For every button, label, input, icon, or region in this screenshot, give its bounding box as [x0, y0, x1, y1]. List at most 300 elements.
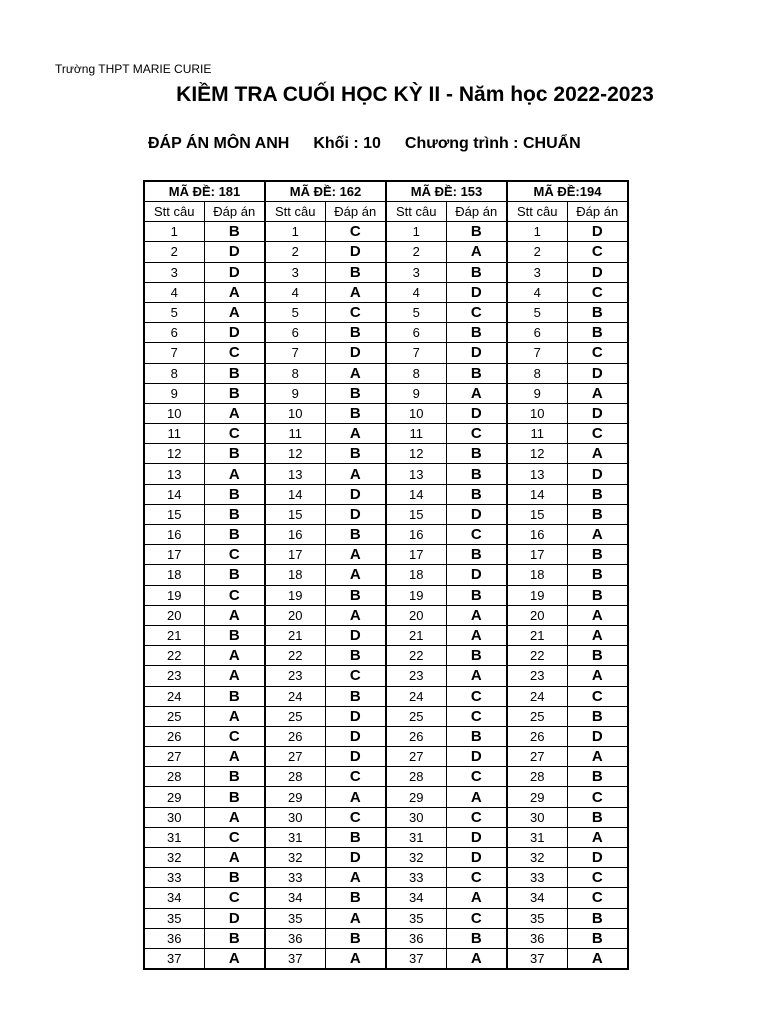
answer-cell: B — [446, 222, 507, 242]
answer-cell: D — [446, 343, 507, 363]
question-number: 24 — [265, 686, 325, 706]
table-row — [144, 504, 628, 524]
answer-cell: B — [567, 767, 628, 787]
answer-cell: B — [567, 908, 628, 928]
question-number: 21 — [386, 625, 446, 645]
question-number: 16 — [265, 525, 325, 545]
answer-cell: C — [446, 686, 507, 706]
answer-cell: C — [446, 908, 507, 928]
question-number: 10 — [144, 403, 204, 423]
question-number: 32 — [265, 848, 325, 868]
question-number: 7 — [265, 343, 325, 363]
answer-cell: A — [446, 666, 507, 686]
answer-cell: B — [325, 686, 386, 706]
table-row — [144, 424, 628, 444]
question-number: 1 — [144, 222, 204, 242]
answer-cell: B — [325, 646, 386, 666]
question-number: 7 — [507, 343, 567, 363]
answer-cell: C — [204, 888, 265, 908]
question-number: 35 — [507, 908, 567, 928]
question-number: 35 — [386, 908, 446, 928]
answer-cell: A — [446, 888, 507, 908]
question-number: 6 — [386, 323, 446, 343]
question-number: 36 — [265, 928, 325, 948]
question-number: 8 — [507, 363, 567, 383]
subject-label: ĐÁP ÁN MÔN ANH — [148, 135, 290, 152]
question-number: 29 — [144, 787, 204, 807]
question-number: 16 — [144, 525, 204, 545]
question-number: 22 — [386, 646, 446, 666]
table-row — [144, 666, 628, 686]
answer-cell: B — [567, 323, 628, 343]
answer-cell: A — [567, 827, 628, 847]
answer-cell: B — [446, 726, 507, 746]
question-number: 15 — [507, 504, 567, 524]
answer-cell: D — [567, 363, 628, 383]
answer-cell: C — [567, 282, 628, 302]
table-row — [144, 383, 628, 403]
table-row — [144, 787, 628, 807]
question-number: 20 — [265, 605, 325, 625]
question-number: 1 — [507, 222, 567, 242]
question-number: 36 — [144, 928, 204, 948]
question-number: 10 — [507, 403, 567, 423]
question-number: 33 — [507, 868, 567, 888]
answer-cell: B — [446, 363, 507, 383]
answer-cell: B — [325, 383, 386, 403]
answer-cell: A — [325, 363, 386, 383]
answer-cell: B — [446, 262, 507, 282]
answer-cell: C — [567, 242, 628, 262]
question-number: 21 — [507, 625, 567, 645]
question-number: 24 — [144, 686, 204, 706]
table-row — [144, 807, 628, 827]
answer-cell: A — [325, 464, 386, 484]
question-number: 21 — [265, 625, 325, 645]
answer-cell: B — [325, 403, 386, 423]
question-number: 8 — [265, 363, 325, 383]
question-number: 19 — [507, 585, 567, 605]
test-code-header: MÃ ĐỀ: 153 — [386, 181, 507, 202]
table-row — [144, 706, 628, 726]
question-number: 23 — [507, 666, 567, 686]
question-number: 28 — [386, 767, 446, 787]
table-row — [144, 323, 628, 343]
question-number: 23 — [265, 666, 325, 686]
answer-cell: D — [204, 262, 265, 282]
question-number: 32 — [386, 848, 446, 868]
question-number: 32 — [144, 848, 204, 868]
table-row — [144, 868, 628, 888]
answer-cell: D — [325, 242, 386, 262]
answer-cell: B — [204, 525, 265, 545]
question-number: 30 — [386, 807, 446, 827]
question-number: 4 — [265, 282, 325, 302]
answer-cell: A — [446, 242, 507, 262]
answer-cell: C — [325, 807, 386, 827]
question-number: 2 — [265, 242, 325, 262]
answer-cell: A — [204, 646, 265, 666]
question-number: 15 — [265, 504, 325, 524]
answer-cell: B — [204, 928, 265, 948]
answer-cell: B — [204, 363, 265, 383]
answer-cell: A — [446, 605, 507, 625]
answer-cell: C — [446, 706, 507, 726]
answer-cell: C — [446, 807, 507, 827]
question-number: 28 — [144, 767, 204, 787]
question-number: 24 — [507, 686, 567, 706]
answer-cell: C — [204, 424, 265, 444]
answer-cell: A — [204, 464, 265, 484]
question-number: 4 — [386, 282, 446, 302]
answer-cell: A — [446, 787, 507, 807]
table-row — [144, 444, 628, 464]
table-row — [144, 908, 628, 928]
question-number: 7 — [144, 343, 204, 363]
question-number: 33 — [265, 868, 325, 888]
answer-cell: B — [204, 565, 265, 585]
test-code-header: MÃ ĐỀ: 162 — [265, 181, 386, 202]
question-number: 14 — [265, 484, 325, 504]
question-number: 22 — [144, 646, 204, 666]
answer-cell: B — [325, 585, 386, 605]
answer-cell: B — [204, 383, 265, 403]
question-number: 5 — [386, 302, 446, 322]
answer-cell: C — [325, 666, 386, 686]
question-number: 27 — [507, 747, 567, 767]
answer-cell: B — [446, 545, 507, 565]
answer-column-header: Đáp án — [325, 202, 386, 222]
question-number: 10 — [386, 403, 446, 423]
answer-cell: A — [325, 605, 386, 625]
table-row — [144, 343, 628, 363]
question-number: 22 — [507, 646, 567, 666]
question-number: 3 — [265, 262, 325, 282]
question-number: 11 — [144, 424, 204, 444]
table-row — [144, 948, 628, 969]
table-row — [144, 848, 628, 868]
answer-cell: B — [204, 686, 265, 706]
answer-cell: B — [567, 484, 628, 504]
question-number: 1 — [265, 222, 325, 242]
answer-cell: A — [325, 565, 386, 585]
question-number: 32 — [507, 848, 567, 868]
answer-cell: D — [567, 222, 628, 242]
question-number: 31 — [507, 827, 567, 847]
answer-cell: D — [446, 848, 507, 868]
answer-cell: C — [446, 525, 507, 545]
question-number: 11 — [386, 424, 446, 444]
question-number: 13 — [386, 464, 446, 484]
answer-cell: C — [567, 686, 628, 706]
answer-cell: B — [325, 323, 386, 343]
answer-cell: C — [446, 302, 507, 322]
question-number: 3 — [386, 262, 446, 282]
answer-cell: B — [325, 888, 386, 908]
answer-cell: A — [567, 525, 628, 545]
question-number: 7 — [386, 343, 446, 363]
answer-rows — [144, 222, 628, 969]
answer-cell: B — [446, 646, 507, 666]
table-row — [144, 302, 628, 322]
program-label: Chương trình : CHUẨN — [404, 135, 581, 152]
answer-cell: D — [567, 726, 628, 746]
answer-cell: B — [325, 928, 386, 948]
answer-cell: C — [325, 767, 386, 787]
question-number: 14 — [144, 484, 204, 504]
question-number: 3 — [507, 262, 567, 282]
question-number: 23 — [386, 666, 446, 686]
answer-cell: A — [204, 666, 265, 686]
question-number: 4 — [507, 282, 567, 302]
question-number: 29 — [386, 787, 446, 807]
question-number: 9 — [386, 383, 446, 403]
question-number: 3 — [144, 262, 204, 282]
table-row — [144, 282, 628, 302]
question-number: 19 — [144, 585, 204, 605]
question-number: 12 — [386, 444, 446, 464]
question-number: 17 — [386, 545, 446, 565]
answer-cell: B — [325, 827, 386, 847]
question-number: 15 — [144, 504, 204, 524]
question-number: 14 — [507, 484, 567, 504]
answer-cell: A — [325, 908, 386, 928]
question-number: 6 — [265, 323, 325, 343]
question-number: 33 — [386, 868, 446, 888]
answer-cell: D — [325, 484, 386, 504]
question-number: 18 — [386, 565, 446, 585]
answer-cell: D — [567, 262, 628, 282]
question-number: 37 — [265, 948, 325, 969]
question-number: 18 — [265, 565, 325, 585]
answer-cell: A — [204, 948, 265, 969]
answer-cell: D — [446, 282, 507, 302]
answer-cell: A — [325, 545, 386, 565]
question-number: 30 — [265, 807, 325, 827]
question-number: 26 — [144, 726, 204, 746]
answer-cell: B — [446, 928, 507, 948]
answer-cell: D — [204, 908, 265, 928]
question-column-header: Stt câu — [265, 202, 325, 222]
answer-cell: B — [567, 646, 628, 666]
answer-cell: A — [204, 807, 265, 827]
question-number: 5 — [144, 302, 204, 322]
table-row — [144, 262, 628, 282]
table-row — [144, 464, 628, 484]
question-number: 14 — [386, 484, 446, 504]
column-header-row — [144, 202, 628, 222]
answer-cell: C — [446, 868, 507, 888]
answer-cell: A — [204, 302, 265, 322]
answer-cell: C — [567, 424, 628, 444]
question-number: 31 — [386, 827, 446, 847]
question-number: 9 — [144, 383, 204, 403]
table-row — [144, 585, 628, 605]
question-number: 5 — [265, 302, 325, 322]
answer-cell: B — [325, 262, 386, 282]
answer-cell: C — [325, 222, 386, 242]
question-column-header: Stt câu — [386, 202, 446, 222]
question-number: 8 — [386, 363, 446, 383]
answer-cell: D — [446, 565, 507, 585]
answer-cell: B — [567, 302, 628, 322]
table-row — [144, 726, 628, 746]
question-number: 36 — [507, 928, 567, 948]
answer-cell: D — [567, 403, 628, 423]
answer-cell: C — [204, 343, 265, 363]
grade-label: Khối : 10 — [313, 135, 381, 152]
answer-cell: D — [446, 747, 507, 767]
question-number: 36 — [386, 928, 446, 948]
answer-cell: A — [567, 605, 628, 625]
answer-cell: B — [325, 525, 386, 545]
answer-cell: A — [567, 948, 628, 969]
question-number: 26 — [386, 726, 446, 746]
answer-cell: D — [325, 625, 386, 645]
question-number: 5 — [507, 302, 567, 322]
table-row — [144, 928, 628, 948]
answer-cell: B — [204, 444, 265, 464]
answer-cell: B — [204, 222, 265, 242]
answer-cell: A — [325, 787, 386, 807]
question-number: 30 — [507, 807, 567, 827]
question-number: 25 — [507, 706, 567, 726]
question-number: 34 — [144, 888, 204, 908]
question-number: 28 — [265, 767, 325, 787]
question-number: 37 — [386, 948, 446, 969]
question-number: 35 — [144, 908, 204, 928]
question-number: 20 — [386, 605, 446, 625]
answer-cell: C — [446, 424, 507, 444]
answer-cell: B — [204, 787, 265, 807]
table-row — [144, 686, 628, 706]
question-number: 6 — [507, 323, 567, 343]
question-number: 16 — [386, 525, 446, 545]
question-number: 19 — [265, 585, 325, 605]
answer-cell: C — [204, 827, 265, 847]
question-number: 27 — [265, 747, 325, 767]
answer-cell: D — [446, 827, 507, 847]
question-number: 20 — [144, 605, 204, 625]
answer-cell: B — [204, 625, 265, 645]
test-code-header: MÃ ĐỀ: 181 — [144, 181, 265, 202]
answer-cell: B — [204, 868, 265, 888]
question-number: 12 — [265, 444, 325, 464]
answer-cell: B — [567, 585, 628, 605]
question-number: 13 — [265, 464, 325, 484]
question-number: 11 — [507, 424, 567, 444]
table-row — [144, 545, 628, 565]
question-number: 27 — [144, 747, 204, 767]
table-row — [144, 888, 628, 908]
answer-cell: D — [446, 504, 507, 524]
question-number: 31 — [144, 827, 204, 847]
question-number: 9 — [265, 383, 325, 403]
question-number: 23 — [144, 666, 204, 686]
question-number: 27 — [386, 747, 446, 767]
question-column-header: Stt câu — [144, 202, 204, 222]
answer-cell: D — [567, 464, 628, 484]
question-number: 11 — [265, 424, 325, 444]
table-row — [144, 565, 628, 585]
question-number: 2 — [386, 242, 446, 262]
answer-cell: D — [204, 323, 265, 343]
exam-subtitle — [148, 135, 605, 153]
question-number: 19 — [386, 585, 446, 605]
answer-cell: C — [446, 767, 507, 787]
answer-cell: D — [325, 706, 386, 726]
answer-column-header: Đáp án — [204, 202, 265, 222]
answer-cell: C — [325, 302, 386, 322]
answer-cell: A — [204, 706, 265, 726]
table-row — [144, 403, 628, 423]
question-number: 18 — [144, 565, 204, 585]
question-number: 29 — [265, 787, 325, 807]
question-number: 1 — [386, 222, 446, 242]
answer-cell: C — [567, 343, 628, 363]
answer-key-table — [143, 180, 629, 970]
question-number: 26 — [507, 726, 567, 746]
question-number: 26 — [265, 726, 325, 746]
answer-cell: A — [325, 424, 386, 444]
table-row — [144, 625, 628, 645]
answer-cell: A — [567, 383, 628, 403]
answer-cell: B — [567, 928, 628, 948]
table-row — [144, 747, 628, 767]
question-number: 21 — [144, 625, 204, 645]
answer-column-header: Đáp án — [446, 202, 507, 222]
answer-cell: B — [567, 706, 628, 726]
answer-cell: A — [204, 848, 265, 868]
question-number: 4 — [144, 282, 204, 302]
answer-cell: C — [567, 868, 628, 888]
answer-cell: A — [204, 403, 265, 423]
answer-cell: B — [567, 807, 628, 827]
question-number: 25 — [144, 706, 204, 726]
question-number: 34 — [507, 888, 567, 908]
answer-cell: C — [567, 888, 628, 908]
test-code-row — [144, 181, 628, 202]
question-number: 12 — [507, 444, 567, 464]
answer-cell: B — [446, 464, 507, 484]
question-number: 24 — [386, 686, 446, 706]
question-number: 6 — [144, 323, 204, 343]
answer-column-header: Đáp án — [567, 202, 628, 222]
answer-cell: D — [325, 504, 386, 524]
answer-cell: C — [567, 787, 628, 807]
table-row — [144, 767, 628, 787]
question-number: 33 — [144, 868, 204, 888]
answer-cell: A — [325, 282, 386, 302]
answer-cell: C — [204, 726, 265, 746]
question-number: 9 — [507, 383, 567, 403]
answer-cell: B — [446, 484, 507, 504]
page-title: KIỀM TRA CUỐI HỌC KỲ II - Năm học 2022-2023 — [176, 83, 654, 106]
answer-cell: A — [446, 948, 507, 969]
answer-cell: B — [204, 767, 265, 787]
answer-cell: A — [567, 747, 628, 767]
question-number: 16 — [507, 525, 567, 545]
answer-cell: D — [567, 848, 628, 868]
answer-cell: A — [204, 605, 265, 625]
question-number: 15 — [386, 504, 446, 524]
question-number: 2 — [144, 242, 204, 262]
question-number: 29 — [507, 787, 567, 807]
answer-cell: A — [325, 948, 386, 969]
answer-cell: A — [446, 383, 507, 403]
answer-cell: C — [204, 585, 265, 605]
answer-cell: B — [204, 484, 265, 504]
